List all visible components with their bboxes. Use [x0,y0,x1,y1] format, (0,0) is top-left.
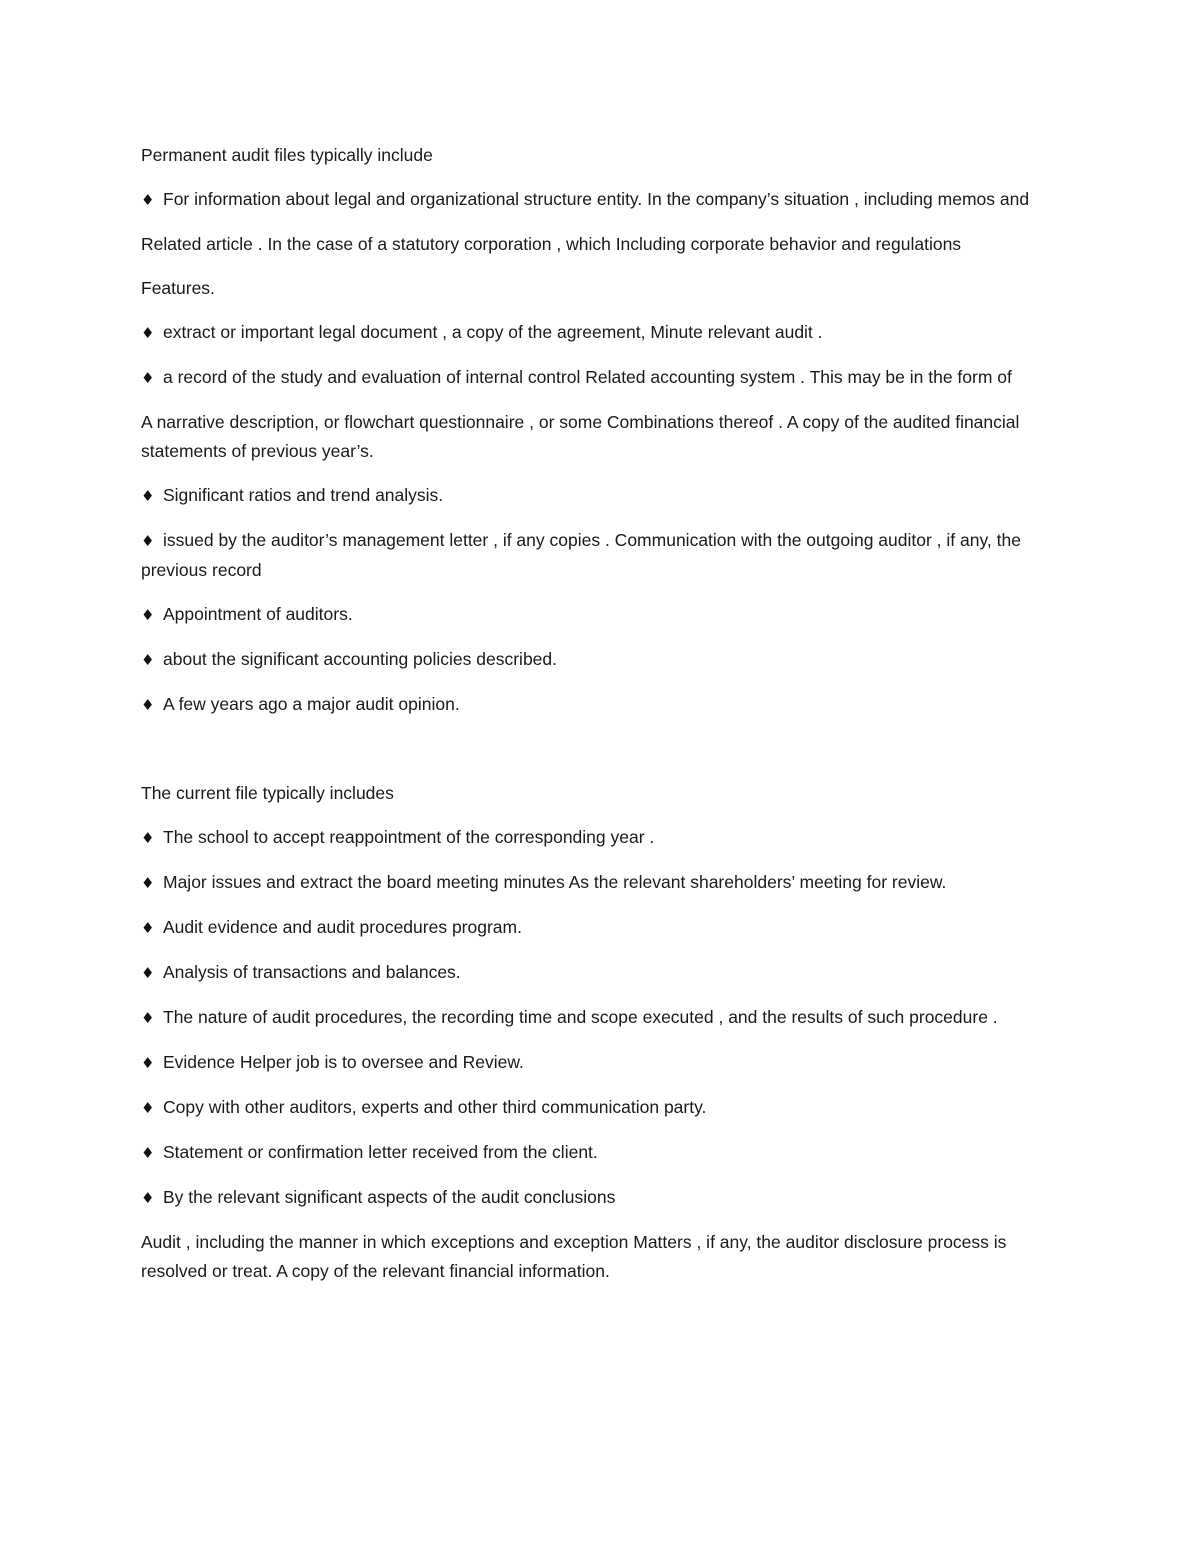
list-item [141,318,1066,348]
list-item [141,1048,1066,1078]
list-item [141,526,1066,585]
paragraph-text: Analysis of transactions and balances. [163,962,461,982]
current-heading: The current file typically includes [141,783,394,803]
diamond-bullet-icon: ♦ [141,1099,155,1117]
list-item [141,1138,1066,1168]
paragraph-text: extract or important legal document , a copy of the agreement, Minute relevant audit . [163,322,823,342]
list-item [141,868,1066,898]
diamond-bullet-icon: ♦ [141,1009,155,1027]
section-spacer [141,735,1066,779]
paragraph-text: Appointment of auditors. [163,604,353,624]
list-item [141,690,1066,720]
list-item [141,1183,1066,1213]
list-item [141,600,1066,630]
paragraph-text: By the relevant significant aspects of the audit conclusions [163,1187,616,1207]
paragraph: Audit , including the manner in which exceptions and exception Matters , if any, the auditor disclosure process is resolved or treat. A copy of the relevant financial information. [141,1232,1007,1281]
diamond-bullet-icon: ♦ [141,532,155,550]
paragraph-text: The school to accept reappointment of the corresponding year . [163,827,655,847]
paragraph-text: Evidence Helper job is to oversee and Review. [163,1052,524,1072]
paragraph-text: Statement or confirmation letter received from the client. [163,1142,598,1162]
list-item [141,481,1066,511]
diamond-bullet-icon: ♦ [141,919,155,937]
permanent-heading: Permanent audit files typically include [141,145,433,165]
paragraph-text: The nature of audit procedures, the recording time and scope executed , and the results of such procedure . [163,1007,998,1027]
diamond-bullet-icon: ♦ [141,191,155,209]
document-body [141,141,1066,1301]
paragraph: Related article . In the case of a statutory corporation , which Including corporate behavior and regulations [141,234,962,254]
paragraph-text: Significant ratios and trend analysis. [163,485,444,505]
diamond-bullet-icon: ♦ [141,651,155,669]
paragraph-text: Audit evidence and audit procedures program. [163,917,522,937]
diamond-bullet-icon: ♦ [141,696,155,714]
list-item [141,1003,1066,1033]
diamond-bullet-icon: ♦ [141,829,155,847]
diamond-bullet-icon: ♦ [141,874,155,892]
paragraph-text: For information about legal and organizational structure entity. In the company’s situation , including memos and [163,189,1030,209]
paragraph-text: about the significant accounting policies described. [163,649,557,669]
list-item [141,363,1066,393]
list-item [141,645,1066,675]
list-item [141,185,1066,215]
list-item [141,913,1066,943]
diamond-bullet-icon: ♦ [141,1054,155,1072]
list-item [141,958,1066,988]
diamond-bullet-icon: ♦ [141,964,155,982]
list-item [141,823,1066,853]
paragraph-text: Copy with other auditors, experts and other third communication party. [163,1097,707,1117]
list-item [141,1093,1066,1123]
diamond-bullet-icon: ♦ [141,1144,155,1162]
diamond-bullet-icon: ♦ [141,1189,155,1207]
paragraph-text: issued by the auditor’s management letter , if any copies . Communication with the outgoing auditor , if any, the previous record [141,530,1021,580]
diamond-bullet-icon: ♦ [141,324,155,342]
diamond-bullet-icon: ♦ [141,606,155,624]
diamond-bullet-icon: ♦ [141,369,155,387]
paragraph: Features. [141,278,215,298]
diamond-bullet-icon: ♦ [141,487,155,505]
paragraph-text: A few years ago a major audit opinion. [163,694,460,714]
paragraph: A narrative description, or flowchart questionnaire , or some Combinations thereof . A copy of the audited financial statements of previous year’s. [141,412,1020,461]
paragraph-text: Major issues and extract the board meeting minutes As the relevant shareholders’ meeting for review. [163,872,947,892]
paragraph-text: a record of the study and evaluation of internal control Related accounting system . This may be in the form of [163,367,1012,387]
